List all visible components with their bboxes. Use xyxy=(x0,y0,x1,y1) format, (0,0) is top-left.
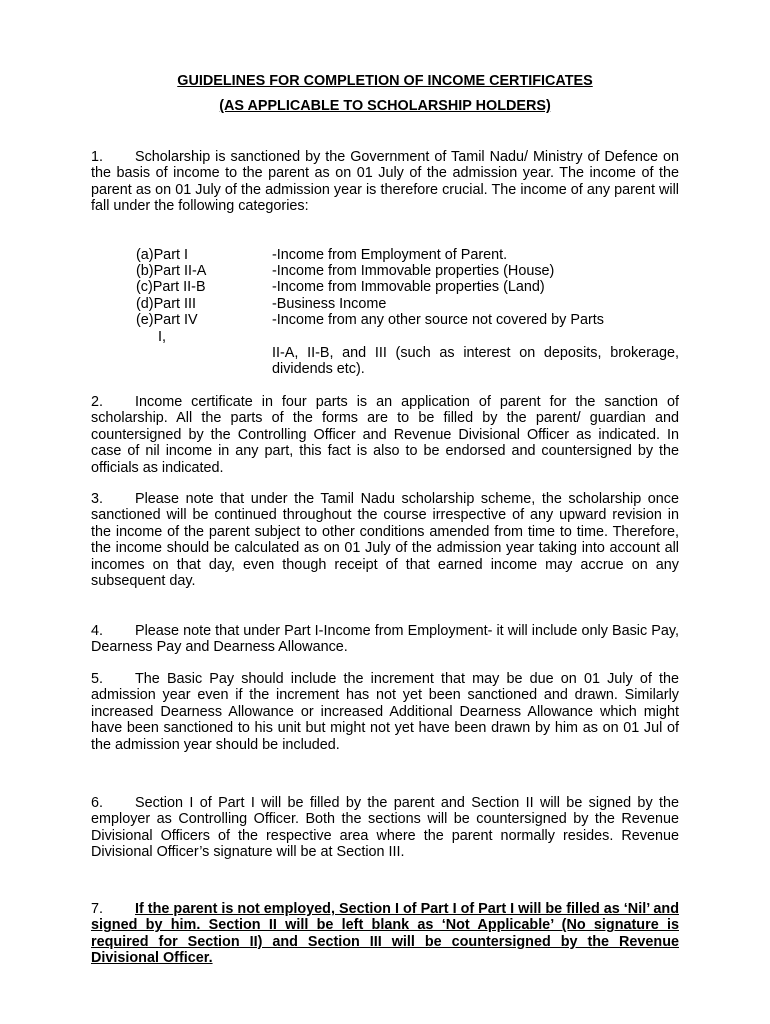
paragraph-number: 4. xyxy=(91,623,104,639)
category-description: -Income from Immovable properties (Land) xyxy=(272,279,545,295)
category-description: -Income from Employment of Parent. xyxy=(272,247,508,263)
category-description: -Income from any other source not covered by Parts xyxy=(272,312,604,328)
paragraph-text: Please note that under the Tamil Nadu scholarship scheme, the scholarship once sanctioned will be continued throughout the course irrespective of any upward revision in the income of the parent subject to other conditions amended from time to time. Therefore, the income should be calculated as on 01 July of the admission year taking into account all incomes on that day, even though receipt of that earned income may accrue on any subsequent day. xyxy=(91,491,679,590)
category-description: -Income from Immovable properties (House) xyxy=(272,263,555,279)
paragraph-4 xyxy=(91,623,679,656)
category-label: (b)Part II-A xyxy=(136,263,207,279)
category-description-wrap: II-A, II-B, and III (such as interest on deposits, brokerage, dividends etc). xyxy=(272,345,679,378)
paragraph-number: 5. xyxy=(91,671,104,687)
paragraph-text: The Basic Pay should include the increment that may be due on 01 July of the admission year even if the increment has not yet been sanctioned and drawn. Similarly increased Dearness Allowance or increased Additional Dearness Allowance which might have been sanctioned to his unit but might not yet have been drawn by him as on 01 Jul of the admission year should be included. xyxy=(91,671,679,753)
paragraph-text-emphasis: If the parent is not employed, Section I of Part I of Part I will be filled as ‘Nil’ and signed by him. Section II will be left blank as ‘Not Applicable’ (No signature is required for Section II) and Section III will be countersigned by the Revenue Divisional Officer. xyxy=(91,901,679,967)
paragraph-2 xyxy=(91,394,679,476)
paragraph-1 xyxy=(91,149,679,215)
category-label: (e)Part IV xyxy=(136,312,198,328)
paragraph-5 xyxy=(91,671,679,753)
paragraph-text: Scholarship is sanctioned by the Government of Tamil Nadu/ Ministry of Defence on the basis of income to the parent as on 01 July of the admission year. The income of the parent as on 01 July of the admission year is therefore crucial. The income of any parent will fall under the following categories: xyxy=(91,149,679,215)
document-subtitle: (AS APPLICABLE TO SCHOLARSHIP HOLDERS) xyxy=(219,98,551,114)
paragraph-number: 6. xyxy=(91,795,104,811)
category-label: (d)Part III xyxy=(136,296,196,312)
category-label-wrap: I, xyxy=(158,329,166,345)
category-label: (a)Part I xyxy=(136,247,188,263)
paragraph-text: Please note that under Part I-Income from Employment- it will include only Basic Pay, Dearness Pay and Dearness Allowance. xyxy=(91,623,679,656)
paragraph-text: Section I of Part I will be filled by the parent and Section II will be signed by the employer as Controlling Officer. Both the sections will be countersigned by the Revenue Divisional Officers of the respective area where the parent normally resides. Revenue Divisional Officer’s signature will be at Section III. xyxy=(91,795,679,861)
paragraph-3 xyxy=(91,491,679,589)
paragraph-7 xyxy=(91,901,679,967)
paragraph-number: 7. xyxy=(91,901,104,917)
paragraph-number: 2. xyxy=(91,394,104,410)
category-label: (c)Part II-B xyxy=(136,279,206,295)
category-description: -Business Income xyxy=(272,296,387,312)
document-title: GUIDELINES FOR COMPLETION OF INCOME CERTIFICATES xyxy=(177,73,593,89)
paragraph-text: Income certificate in four parts is an application of parent for the sanction of scholarship. All the parts of the forms are to be filled by the parent/ guardian and countersigned by the Controlling Officer and Revenue Divisional Officer as indicated. In case of nil income in any part, this fact is also to be endorsed and countersigned by the officials as indicated. xyxy=(91,394,679,476)
paragraph-6 xyxy=(91,795,679,861)
paragraph-number: 1. xyxy=(91,149,104,165)
paragraph-number: 3. xyxy=(91,491,104,507)
